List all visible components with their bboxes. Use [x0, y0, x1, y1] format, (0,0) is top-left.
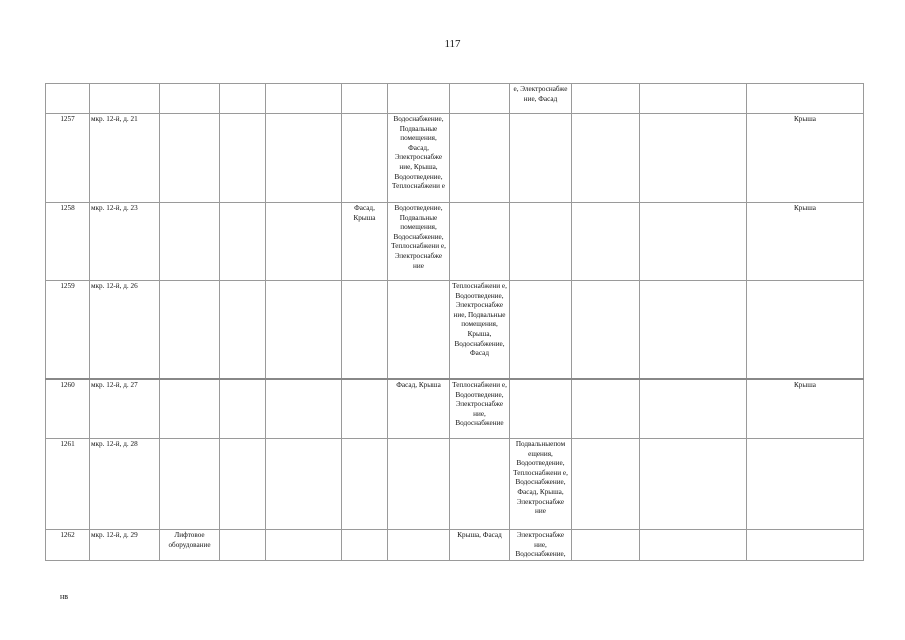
work-type-cell	[510, 379, 572, 439]
row-number-cell: 1262	[46, 530, 90, 561]
work-type-cell	[388, 530, 450, 561]
work-type-cell	[450, 439, 510, 530]
work-type-cell: Подвальныепом ещения, Водоотведение, Теплоснабжени е, Водоснабжение, Фасад, Крыша, Электроснабже ние	[510, 439, 572, 530]
work-type-cell	[266, 530, 342, 561]
address-cell: мкр. 12-й, д. 21	[90, 114, 160, 203]
work-type-cell	[220, 379, 266, 439]
work-type-cell	[640, 114, 747, 203]
work-type-cell	[266, 439, 342, 530]
work-type-cell	[450, 84, 510, 114]
work-type-cell	[160, 379, 220, 439]
work-type-cell	[450, 114, 510, 203]
address-cell: мкр. 12-й, д. 26	[90, 281, 160, 380]
work-type-cell	[572, 114, 640, 203]
row-number-cell: 1260	[46, 379, 90, 439]
work-type-cell	[572, 281, 640, 380]
work-type-cell	[747, 439, 864, 530]
work-type-cell	[160, 439, 220, 530]
work-type-cell	[747, 84, 864, 114]
table-row	[46, 281, 864, 380]
work-type-cell	[388, 281, 450, 380]
work-type-cell	[640, 439, 747, 530]
work-type-cell	[266, 281, 342, 380]
work-type-cell: Теплоснабжени е, Водоотведение, Электроснабже ние, Подвальные помещения, Крыша, Водоснабжение, Фасад	[450, 281, 510, 380]
work-type-cell: Теплоснабжени е, Водоотведение, Электроснабже ние, Водоснабжение	[450, 379, 510, 439]
work-type-cell	[220, 114, 266, 203]
work-type-cell	[747, 530, 864, 561]
work-type-cell	[640, 530, 747, 561]
work-type-cell	[747, 281, 864, 380]
work-type-cell	[160, 281, 220, 380]
work-type-cell: Электроснабже ние, Водоснабжение,	[510, 530, 572, 561]
address-cell: мкр. 12-й, д. 27	[90, 379, 160, 439]
work-type-cell	[572, 530, 640, 561]
work-type-cell	[342, 379, 388, 439]
work-type-cell: Фасад, Крыша	[342, 203, 388, 281]
work-type-cell	[572, 439, 640, 530]
work-type-cell: Крыша	[747, 114, 864, 203]
table-row	[46, 439, 864, 530]
work-type-cell	[450, 203, 510, 281]
work-type-cell: е, Электроснабже ние, Фасад	[510, 84, 572, 114]
work-type-cell	[640, 281, 747, 380]
work-type-cell	[160, 203, 220, 281]
work-type-cell	[640, 379, 747, 439]
address-cell: мкр. 12-й, д. 23	[90, 203, 160, 281]
repair-schedule-table	[45, 83, 864, 561]
work-type-cell	[342, 114, 388, 203]
row-number-cell	[46, 84, 90, 114]
work-type-cell	[572, 379, 640, 439]
row-number-cell: 1257	[46, 114, 90, 203]
work-type-cell: Водоотведение, Подвальные помещения, Водоснабжение, Теплоснабжени е, Электроснабже ние	[388, 203, 450, 281]
address-cell: мкр. 12-й, д. 28	[90, 439, 160, 530]
work-type-cell	[266, 114, 342, 203]
work-type-cell	[220, 84, 266, 114]
row-number-cell: 1261	[46, 439, 90, 530]
work-type-cell	[388, 84, 450, 114]
work-type-cell	[220, 530, 266, 561]
work-type-cell	[342, 530, 388, 561]
work-type-cell	[266, 379, 342, 439]
work-type-cell	[266, 84, 342, 114]
row-number-cell: 1258	[46, 203, 90, 281]
table-row	[46, 114, 864, 203]
work-type-cell	[342, 439, 388, 530]
table-row	[46, 84, 864, 114]
work-type-cell: Фасад, Крыша	[388, 379, 450, 439]
work-type-cell	[160, 84, 220, 114]
row-number-cell: 1259	[46, 281, 90, 380]
work-type-cell	[342, 281, 388, 380]
work-type-cell	[640, 84, 747, 114]
work-type-cell	[510, 281, 572, 380]
work-type-cell	[220, 439, 266, 530]
work-type-cell: Крыша, Фасад	[450, 530, 510, 561]
table-row	[46, 530, 864, 561]
table-row	[46, 379, 864, 439]
work-type-cell	[220, 281, 266, 380]
address-cell: мкр. 12-й, д. 29	[90, 530, 160, 561]
work-type-cell	[572, 203, 640, 281]
work-type-cell	[388, 439, 450, 530]
work-type-cell	[160, 114, 220, 203]
work-type-cell: Крыша	[747, 203, 864, 281]
address-cell	[90, 84, 160, 114]
page-number: 117	[444, 38, 461, 50]
work-type-cell	[572, 84, 640, 114]
work-type-cell	[342, 84, 388, 114]
work-type-cell	[510, 114, 572, 203]
footer-note: нв	[60, 592, 69, 601]
work-type-cell: Лифтовое оборудование	[160, 530, 220, 561]
work-type-cell: Водоснабжение, Подвальные помещения, Фасад, Электроснабже ние, Крыша, Водоотведение, Теплоснабжени е	[388, 114, 450, 203]
table-row	[46, 203, 864, 281]
work-type-cell	[266, 203, 342, 281]
work-type-cell	[640, 203, 747, 281]
work-type-cell	[510, 203, 572, 281]
work-type-cell: Крыша	[747, 379, 864, 439]
work-type-cell	[220, 203, 266, 281]
